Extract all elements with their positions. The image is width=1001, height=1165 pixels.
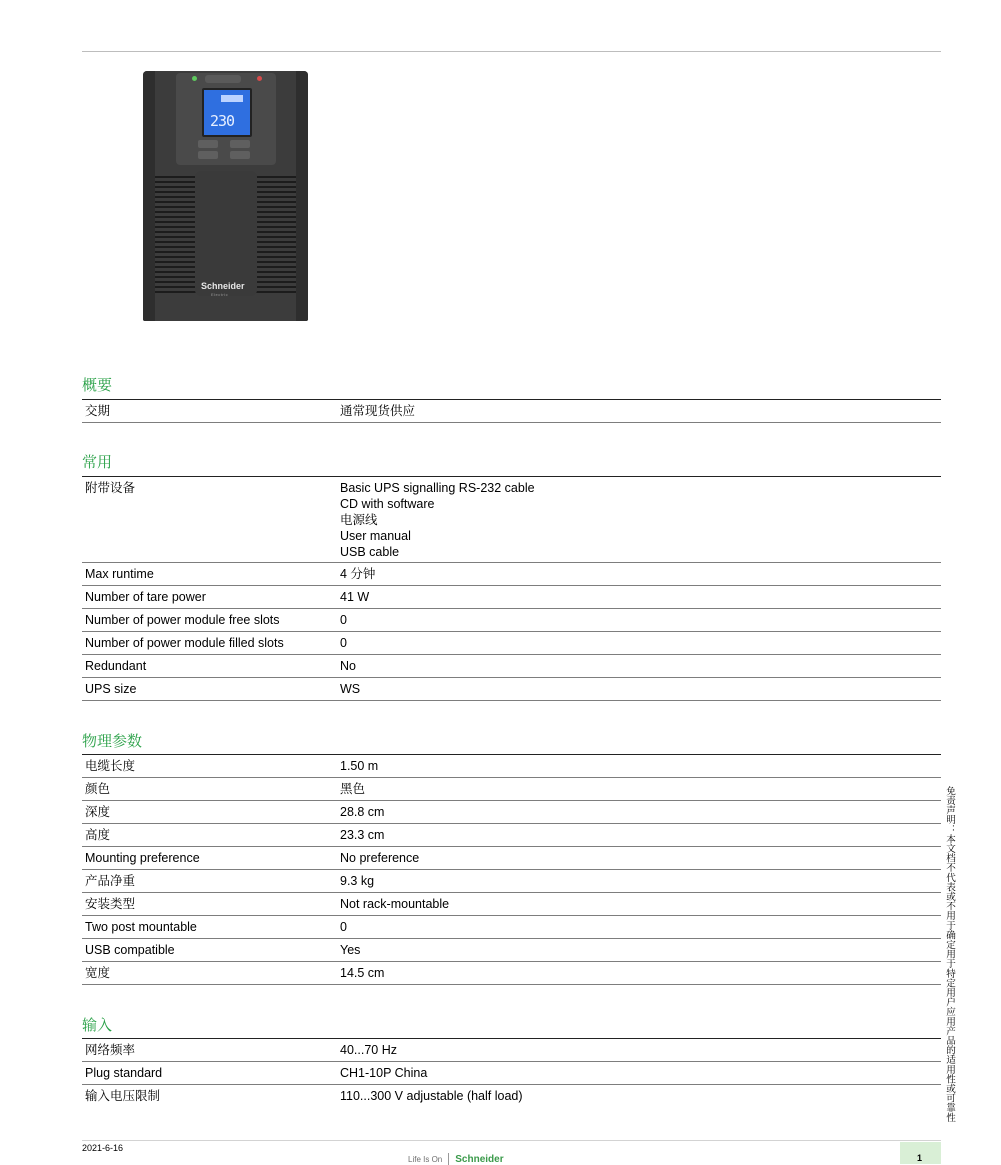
row-key: 高度 [85,828,111,842]
row-key: Number of power module free slots [85,613,280,627]
row-key: USB compatible [85,943,175,957]
footer-date: 2021-6-16 [82,1143,124,1153]
table-row [82,916,941,939]
table-row [82,400,941,423]
row-key: 深度 [85,805,111,819]
ups-lcd-display [202,88,252,137]
row-key: 产品净重 [85,874,136,888]
row-value: 28.8 cm [340,805,385,819]
row-key: 交期 [85,404,111,418]
page-number: 1 [917,1153,923,1163]
row-value: 0 [340,636,347,650]
table-row [82,609,941,632]
ups-power-button [205,75,241,83]
ups-side-left [143,71,155,321]
row-value: 40...70 Hz [340,1043,397,1057]
section-title: 物理参数 [82,733,143,750]
page-number-box [900,1142,941,1164]
table-row [82,870,941,893]
table-row [82,939,941,962]
table-row [82,847,941,870]
ups-side-right [296,71,308,321]
row-value: 1.50 m [340,759,379,773]
table-row [82,778,941,801]
ups-red-led [257,76,262,81]
table-row [82,655,941,678]
row-value: No preference [340,851,420,865]
table-row [82,477,941,563]
row-value: 9.3 kg [340,874,375,888]
ups-down-button [230,151,250,159]
row-value: No [340,659,356,673]
table-row [82,801,941,824]
row-key: 输入电压限制 [85,1089,161,1103]
row-value: 通常现货供应 [340,404,416,418]
ups-green-led [192,76,197,81]
row-key: Mounting preference [85,851,200,865]
ups-lcd-reading: 230 [210,112,235,130]
row-key: Redundant [85,659,147,673]
section-title: 概要 [82,377,113,394]
table-row [82,563,941,586]
ups-brand-logo: Schneider [201,281,245,291]
row-key: Plug standard [85,1066,163,1080]
top-rule [82,51,941,52]
table-row [82,632,941,655]
ups-front-panel [195,171,257,296]
row-value: Basic UPS signalling RS-232 cable [340,481,535,495]
ups-up-button [230,140,250,148]
table-row [82,893,941,916]
row-value: 4 分钟 [340,567,376,581]
row-value: 110...300 V adjustable (half load) [340,1089,523,1103]
row-value: Yes [340,943,361,957]
table-row [82,586,941,609]
table-row [82,1085,941,1107]
table-row [82,1062,941,1085]
row-key: Number of power module filled slots [85,636,284,650]
footer-rule [82,1140,941,1141]
ups-esc-button [198,140,218,148]
row-value: USB cable [340,545,400,559]
row-key: 网络频率 [85,1043,136,1057]
row-key: 电缆长度 [85,759,136,773]
row-value-list [340,480,535,560]
row-value: 0 [340,613,347,627]
row-value: WS [340,682,361,696]
section-title: 输入 [82,1017,113,1034]
disclaimer-text: 免责声明：本文档不代表或不用于确定用于特定用户应用产品的适用性或可靠性 [944,786,955,1122]
ups-lcd-battery-bar [221,95,243,102]
ups-enter-button [198,151,218,159]
footer-brand [408,1153,504,1165]
ups-brand-sublogo: Electric [211,292,229,297]
table-row [82,678,941,701]
table-row [82,824,941,847]
row-value: 41 W [340,590,370,604]
row-key: UPS size [85,682,137,696]
row-value: Not rack-mountable [340,897,450,911]
row-key: Two post mountable [85,920,197,934]
row-value: CD with software [340,497,435,511]
row-value: 电源线 [340,513,378,527]
row-value: 0 [340,920,347,934]
footer-brand-logo: Schneider [455,1153,504,1165]
row-value: CH1-10P China [340,1066,428,1080]
row-key: 附带设备 [85,481,136,495]
footer-separator [448,1153,449,1165]
row-key: 安装类型 [85,897,136,911]
table-row [82,755,941,778]
row-value: User manual [340,529,411,543]
row-key: 颜色 [85,782,111,796]
table-row [82,962,941,985]
footer-tagline: Life Is On [408,1154,443,1164]
row-key: 宽度 [85,966,111,980]
ups-product-image [143,71,308,323]
row-key: Max runtime [85,567,154,581]
row-key: Number of tare power [85,590,206,604]
row-value: 黑色 [340,782,366,796]
row-value: 23.3 cm [340,828,385,842]
table-row [82,1039,941,1062]
row-value: 14.5 cm [340,966,385,980]
section-title: 常用 [82,454,113,471]
